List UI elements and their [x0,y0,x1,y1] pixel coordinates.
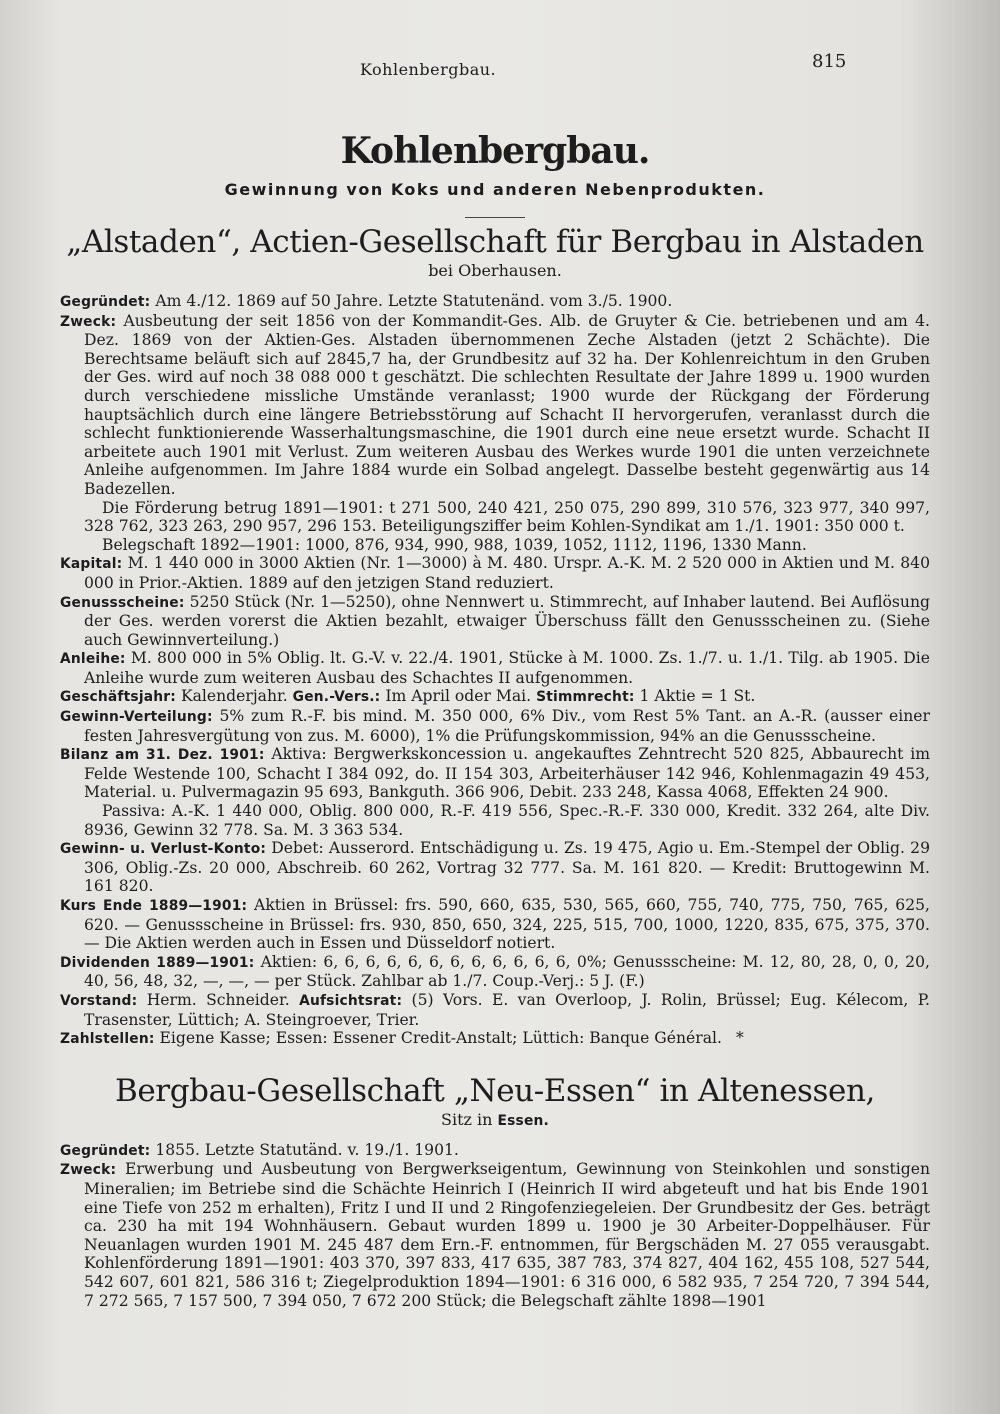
entry-dividenden: Dividenden 1889—1901: Aktien: 6, 6, 6, 6, 6, 6, 6, 6, 6, 6, 6, 6, 0%; Genussscheine: M. 12, 80, 28, 0, 0, 20, 40, 56, 48, 32, —, —, — per Stück. Zahlbar ab 1./7. Coup.-Verj.: 5 J. (F.) [60,952,930,991]
entry-kapital: Kapital: M. 1 440 000 in 3000 Aktien (Nr. 1—3000) à M. 480. Urspr. A.-K. M. 2 520 000 in Aktien und M. 840 000 in Prior.-Aktien. 1889 auf den jetzigen Stand reduziert. [60,554,930,592]
company-seat: bei Oberhausen. [428,261,562,280]
page-header [60,48,930,84]
company-entry-neu-essen [60,1073,930,1310]
entry-zweck: Zweck: Ausbeutung der seit 1856 von der Kommandit-Ges. Alb. de Gruyter & Cie. betriebenen und am 4. Dez. 1869 von der Aktien-Ges. Alstaden übernommenen Zeche Alstaden (jetzt 2 Schächte). Die Berechtsame beläuft sich auf 2845,7 ha, der Grundbesitz auf 32 ha. Der Kohlenreichtum in den Gruben der Ges. wird auf noch 38 088 000 t geschätzt. Die schlechten Resultate der Jahre 1899 u. 1900 wurden durch verschiedene missliche Umstände veranlasst; 1900 wurde der Rückgang der Förderung hauptsächlich durch eine längere Betriebsstörung auf Schacht II hervorgerufen, veranlasst durch die schlecht funktionierende Wasserhaltungsmaschine, die 1901 durch eine neue ersetzt wurde. Schacht II arbeitete auch 1901 mit Verlust. Zum weiteren Ausbau des Werkes wurde 1901 die unten verzeichnete Anleihe aufgenommen. Im Jahre 1884 wurde ein Solbad angelegt. Dasselbe besteht gegenwärtig aus 14 Badezellen. [60,311,930,498]
page-number: 815 [812,51,847,72]
entry-zahlstellen: Zahlstellen: Eigene Kasse; Essen: Essener Credit-Anstalt; Lüttich: Banque Général. * [60,1029,744,1048]
entry-vorstand: Vorstand: Herm. Schneider. Aufsichtsrat: (5) Vors. E. van Overloop, J. Rolin, Brüssel; Eug. Kélecom, P. Trasenster, Lüttich; A. Steingroever, Trier. [60,990,930,1029]
entry-belegschaft: Belegschaft 1892—1901: 1000, 876, 934, 990, 988, 1039, 1052, 1112, 1196, 1330 Mann. [102,535,807,554]
running-head: Kohlenbergbau. [360,60,497,79]
entry-zweck: Zweck: Erwerbung und Ausbeutung von Bergwerkseigentum, Gewinnung von Steinkohlen und sonstigen Mineralien; im Betriebe sind die Schächte Heinrich I (Heinrich II wird abgeteuft und hat bis Ende 1901 eine Tiefe von 252 m erhalten), Fritz I und II und 2 Ringofenziegeleien. Der Grundbesitz der Ges. beträgt ca. 230 ha mit 194 Wohnhäusern. Gebaut wurden 1899 u. 1900 je 30 Arbeiter-Doppelhäuser. Für Neuanlagen wurden 1901 M. 245 487 dem Ern.-F. entnommen, für Bergschäden M. 27 055 verausgabt. Kohlenförderung 1891—1901: 403 370, 397 833, 417 635, 387 783, 374 827, 404 162, 455 108, 527 544, 542 607, 601 821, 586 316 t; Ziegelproduktion 1894—1901: 6 316 000, 6 582 935, 7 254 720, 7 394 544, 7 272 565, 7 157 500, 7 394 050, 7 672 200 Stück; die Belegschaft zählte 1898—1901 [60,1160,930,1310]
entry-geschaeftsjahr: Geschäftsjahr: Kalenderjahr. Gen.-Vers.: Im April oder Mai. Stimmrecht: 1 Aktie = 1 St. [60,687,756,706]
section-subtitle: Gewinnung von Koks und anderen Nebenprodukten. [224,180,766,199]
entry-gewinn-verlust-konto: Gewinn- u. Verlust-Konto: Debet: Ausserord. Entschädigung u. Zs. 19 475, Agio u. Em.-Stempel der Oblig. 29 306, Oblig.-Zs. 20 000, Abschreib. 60 262, Vortrag 32 777. Sa. M. 161 820. — Kredit: Bruttogewinn M. 161 820. [60,839,930,896]
company-entry-alstaden [60,224,930,1049]
entry-bilanz: Bilanz am 31. Dez. 1901: Aktiva: Bergwerkskoncession u. angekauftes Zehntrecht 520 825, Abbaurecht im Felde Westende 100, Schacht I 384 092, do. II 154 303, Arbeiterhäuser 142 946, Kohlenmagazin 49 453, Material. u. Pulvermagazin 95 693, Bankguth. 366 906, Debit. 233 248, Kassa 4068, Effekten 24 900. [60,745,930,802]
entry-gegruendet: Gegründet: 1855. Letzte Statutänd. v. 19./1. 1901. [60,1140,459,1159]
asterisk-mark: * [735,1029,744,1048]
company-title: „Alstaden“, Actien-Gesellschaft für Bergbau in Alstaden [66,224,924,260]
company-seat: Sitz in Essen. [440,1109,549,1129]
entry-genussscheine: Genussscheine: 5250 Stück (Nr. 1—5250), ohne Nennwert u. Stimmrecht, auf Inhaber lautend. Bei Auflösung der Ges. werden vorerst die Aktien bezahlt, etwaiger Überschuss fällt den Genussscheinen zu. (Siehe auch Gewinnverteilung.) [60,592,930,649]
entry-foerderung: Die Förderung betrug 1891—1901: t 271 500, 240 421, 250 075, 290 899, 310 576, 323 977, 340 997, 328 762, 323 263, 290 957, 296 153. Beteiligungsziffer beim Kohlen-Syndikat am 1./1. 1901: 350 000 t. [84,498,930,536]
entry-kurs: Kurs Ende 1889—1901: Aktien in Brüssel: frs. 590, 660, 635, 530, 565, 660, 755, 740, 775, 750, 765, 625, 620. — Genussscheine in Brüssel: frs. 930, 850, 650, 324, 225, 515, 700, 1000, 1220, 835, 675, 375, 370. — Die Aktien werden auch in Essen und Düsseldorf notiert. [60,896,930,953]
entry-anleihe: Anleihe: M. 800 000 in 5% Oblig. lt. G.-V. v. 22./4. 1901, Stücke à M. 1000. Zs. 1./7. u. 1./1. Tilg. ab 1905. Die Anleihe wurde zum weiteren Ausbau des Schachtes II aufgenommen. [60,649,930,687]
section-title: Kohlenbergbau. [340,130,650,172]
entry-passiva: Passiva: A.-K. 1 440 000, Oblig. 800 000, R.-F. 419 556, Spec.-R.-F. 330 000, Kredit. 332 264, alte Div. 8936, Gewinn 32 778. Sa. M. 3 363 534. [84,802,930,839]
company-title: Bergbau-Gesellschaft „Neu-Essen“ in Altenessen, [114,1072,875,1109]
entry-gegruendet: Gegründet: Am 4./12. 1869 auf 50 Jahre. Letzte Statutenänd. vom 3./5. 1900. [60,292,673,310]
separator-rule [465,217,525,218]
entry-gewinn-verteilung: Gewinn-Verteilung: 5% zum R.-F. bis mind. M. 350 000, 6% Div., vom Rest 5% Tant. an A.-R. (ausser einer festen Jahresvergütung von zus. M. 6000), 1% die Prüfungskommission, 94% an die Genussscheine. [60,707,930,745]
